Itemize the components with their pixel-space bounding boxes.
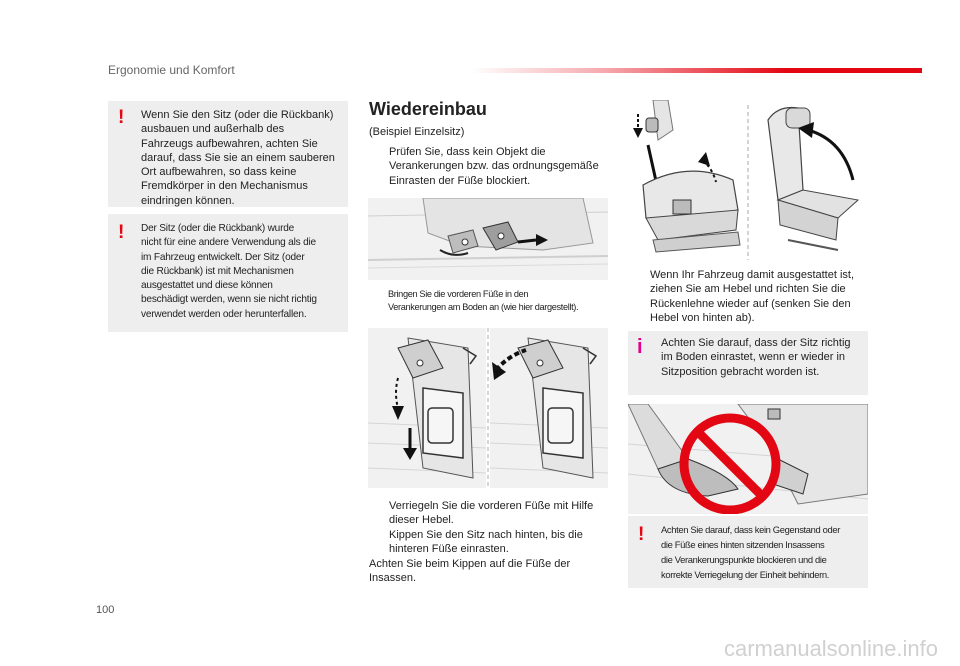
warning-text: Der Sitz (oder die Rückbank) wurde nicht für eine andere Verwendung als die im Fahrzeug entwickelt. Der Sitz (oder die Rückbank) ist mit Mechanismen ausgestattet und diese können beschädigt werden, wenn sie nicht richtig verwendet werden oder herunterfallen. (141, 223, 317, 320)
warning-text: Wenn Sie den Sitz (oder die Rückbank) ausbauen und außerhalb des Fahrzeugs aufbewahren, achten Sie darauf, dass Sie sie an einem sauberen Ort aufbewahren, so dass keine Fremdkörper in den Mechanismus eindringen können. (141, 109, 335, 207)
warning-box-storage (108, 101, 348, 207)
info-text: Achten Sie darauf, dass der Sitz richtig im Boden einrastet, wenn er wieder in Sitzposition gebracht worden ist. (661, 337, 851, 378)
seat-drawing (628, 100, 868, 262)
page-title: Wiedereinbau (369, 99, 487, 119)
illustration-front-feet-anchorage (368, 198, 608, 280)
anchorage-drawing (368, 198, 608, 280)
warning-box-usage (108, 214, 348, 332)
info-box-seat-lock (628, 331, 868, 395)
levers-drawing (368, 328, 608, 488)
info-icon: i (637, 336, 643, 358)
warning-icon: ! (118, 222, 125, 243)
page-number: 100 (96, 604, 115, 616)
watermark: carmanualsonline.info (723, 636, 938, 661)
warning-icon: ! (638, 524, 645, 545)
header-accent-bar (470, 68, 922, 73)
closing-note: Achten Sie beim Kippen auf die Füße der Insassen. (369, 558, 571, 585)
illustration-seat-backrest (628, 100, 868, 262)
section-title: Ergonomie und Komfort (108, 63, 235, 77)
illustration-prohibited-feet (628, 404, 868, 514)
warning-icon: ! (118, 107, 125, 128)
warning-box-anchorage (628, 516, 868, 588)
prohibition-drawing (628, 404, 868, 514)
illustration-front-feet-levers (368, 328, 608, 488)
warning-text: Achten Sie darauf, dass kein Gegenstand oder die Füße eines hinten sitzenden Insassens die Verankerungspunkte blockieren und die korrekte Verriegelung der Einheit behindern. (661, 524, 840, 580)
subheading: (Beispiel Einzelsitz) (369, 126, 465, 138)
